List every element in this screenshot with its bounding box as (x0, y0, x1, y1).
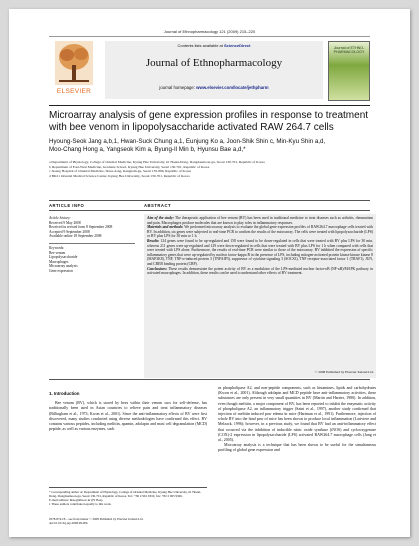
issn-doi (49, 517, 249, 525)
article-title: Microarray analysis of gene expression profiles in response to treatment with bee venom in lipopolysaccharide activated RAW 264.7 cells (49, 110, 369, 133)
contents-line (105, 43, 323, 48)
affiliation: c Jaseng Hospital of Oriental Medicine, Sinsa-dong, Kangnam-gu, Seoul 135-896, Republic of Korea (49, 169, 192, 173)
authors-line-2: Moo-Chang Hong a, Yangseok Kim a, Byung-Il Min b, Hyunsu Bae a,d,* (49, 146, 246, 153)
elsevier-tree-icon (55, 41, 93, 85)
keyword: Microarray analysis (49, 264, 78, 269)
aim-label: Aim of the study: (147, 216, 174, 220)
conclusions-text: These results demonstrate the potent activity of BV as a modulator of the LPS-mediated nuclear factor-κB (NF-κB)/MAPK pathway in activated macrophages. In addition, these results can be used to understand other effects of BV treatment. (147, 266, 374, 276)
equal-contribution-note: 1 These authors contributed equally to this work. (49, 502, 112, 507)
cover-title: Journal of ETHNO-PHARMACOLOGY (333, 46, 365, 54)
methods-text: We performed microarray analysis to evaluate the global gene expression profiles of RAW264.7 macrophage cells treated with BV. In addition, six genes were subjected to real-time PCR to confirm the results of the microarray. The cells were treated with lipopolysaccharide (LPS) or BV plus LPS for 30 min or 1 h. (147, 225, 374, 239)
affiliations (49, 160, 376, 178)
journal-page (9, 9, 410, 537)
keyword: Gene expression (49, 268, 73, 273)
conclusions-label: Conclusions: (147, 266, 168, 271)
keyword: Lipopolysaccharide (49, 255, 78, 260)
masthead-center (105, 41, 323, 99)
divider (49, 200, 370, 201)
journal-title: Journal of Ethnopharmacology (145, 57, 283, 69)
journal-cover-thumbnail (328, 41, 370, 101)
history-item: Received in revised form 8 September 2008 (49, 225, 113, 230)
article-info (49, 214, 135, 274)
homepage-prefix: journal homepage: (159, 85, 195, 90)
doi-line: doi:10.1016/j.jep.2008.09.006 (49, 521, 88, 525)
keyword: Macrophages (49, 259, 69, 264)
body-paragraph: Microarray analysis is a technique that has been shown to be useful for the simultaneous profiling of global gene expression and (218, 442, 376, 453)
results-text: 124 genes were found to be up-regulated and 158 were found to be down-regulated in cells that were treated with BV plus LPS for 30 min, whereas 211 genes were up-regulated and 129 were down-regulated in cells that were treated with BV plus LPS for 1 h when compared with cells that were treated with LPS alone. Furthermore, the results of real-time PCR were similar to those of the microarray. BV inhibited the expression of specific inflammatory genes that were up-regulated by nuclear factor-kappa B in the presence of LPS, including mitogen-activated protein kinase kinase kinase 8 (MAP3K8), TNF, TNF-α-induced protein 3 (TNFAIP3), suppressor of cytokine signaling 3 (SOCS3), TNF receptor-associated factor 1 (TRAF1), JUN, and CREB binding protein (CBP). (147, 238, 374, 266)
methods-label: Materials and methods: (147, 225, 184, 230)
history-item: Received 9 May 2008 (49, 220, 81, 225)
body-column-right (218, 385, 376, 453)
authors-line-1: Hyoung-Seok Jang a,b,1, Hwan-Suck Chung a,1, Eunjung Ko a, Joon-Shik Shin c, Min-Kyu Shin a,d, (49, 138, 326, 145)
publisher-name: ELSEVIER (56, 88, 92, 95)
copyright-notice: © 2008 Published by Elsevier Ireland Ltd. (314, 370, 374, 374)
abstract-body (144, 214, 376, 378)
affiliation: d BK21 Oriental Medical Science Center, Kyung Hee University, Seoul 130-701, Republic of Korea (49, 173, 190, 178)
divider (49, 210, 370, 211)
running-header: Journal of Ethnopharmacology 121 (2009) 215–220 (163, 29, 256, 34)
body-paragraph: as phospholipase A2, and non-peptide components, such as histamines, lipids and carbohydrates (Kwon et al., 2001). Although adolapin and MCD peptide have anti-inflammatory activities, these substances are only present in very small quantities in BV (Martin and Hartter, 1980). In addition, even though melittin, a major component of BV, has been reported to inhibit the enzymatic activity of phospholipase A2, an inflammatory trigger (Saini et al., 1997), another study confirmed that injection of melittin induced paw edema in mice (Hartman et al., 1991). Furthermore, injection of whole BV into the hind paw of mice has been shown to produce local inflammation (Lariviere and Melzack, 1996); however, in a previous study, we found that BV had an anti-inflammatory effect that occurred via the inhibition of inducible nitric oxide synthase (iNOS) and cyclooxygenase (COX)-2 expression in lipopolysaccharide (LPS) activated RAW264.7 macrophage cells (Jang et al., 2005). (218, 385, 376, 443)
affiliation: b Department of East-West Medicine, Graduate School, Kyung Hee University, Seoul 130-701, Republic of Korea (49, 164, 210, 169)
keyword: Bee venom (49, 250, 66, 255)
journal-masthead (49, 36, 370, 106)
section-heading: 1. Introduction (49, 391, 80, 396)
history-item: Accepted 9 September 2008 (49, 229, 90, 234)
affiliation: a Department of Physiology, College of Oriental Medicine, Kyung Hee University, #1 Hoeki-Dong, Dongdaemoon-gu, Seoul 130-701, Republic of Korea (49, 160, 265, 164)
contents-prefix: Contents lists available at (177, 43, 223, 48)
author-list (49, 138, 376, 154)
elsevier-logo (49, 41, 99, 99)
body-column-left (49, 391, 207, 431)
aim-text: The therapeutic application of bee venom (BV) has been used in traditional medicine to treat diseases such as arthritis, rheumatism and pain. Macrophages produce molecules that are known to play roles in inflammatory responses. (147, 216, 374, 225)
body-paragraph: Bee venom (BV), which is stored by bees within their venom sacs for self-defense, has traditionally been used in Asian countries to relieve pain and treat inflammatory diseases (Billingham et al., 1973; Kwon et al., 2001). Since the anti-inflammatory effects of BV were first discovered, many studies conducted using diverse methodologies have confirmed this effect. BV contains various peptides, including melittin, apamin, adolapin and mast cell degranulation (MCD) peptide, as well as various enzymes, such (49, 400, 207, 432)
keywords-label: Keywords: (49, 243, 135, 251)
footnotes (49, 487, 207, 506)
issn-line: 0378-8741/$ – see front matter © 2008 Published by Elsevier Ireland Ltd. (49, 517, 144, 521)
abstract-heading: ABSTRACT (144, 203, 172, 208)
history-label: Article history: (49, 216, 71, 220)
corresponding-author-note: * Corresponding author at: Department of Physiology, College of Oriental Medicine, Kyung Hee University, #1 Hoeki-Dong, Dongdaemoon-gu, Seoul 130-701, Republic of Korea. Tel.: +82 2 961 9316; fax: +82 2 965 9366. (49, 490, 202, 499)
homepage-link[interactable]: www.elsevier.com/locate/jethpharm (196, 85, 269, 90)
email-note: E-mail address: hbae@khu.ac.kr (H. Bae). (49, 498, 104, 503)
journal-homepage (105, 85, 323, 90)
divider (49, 379, 370, 380)
history-item: Available online 18 September 2008 (49, 234, 102, 239)
results-label: Results: (147, 238, 160, 243)
sciencedirect-link[interactable]: ScienceDirect (224, 43, 251, 48)
article-info-heading: ARTICLE INFO (49, 203, 85, 208)
